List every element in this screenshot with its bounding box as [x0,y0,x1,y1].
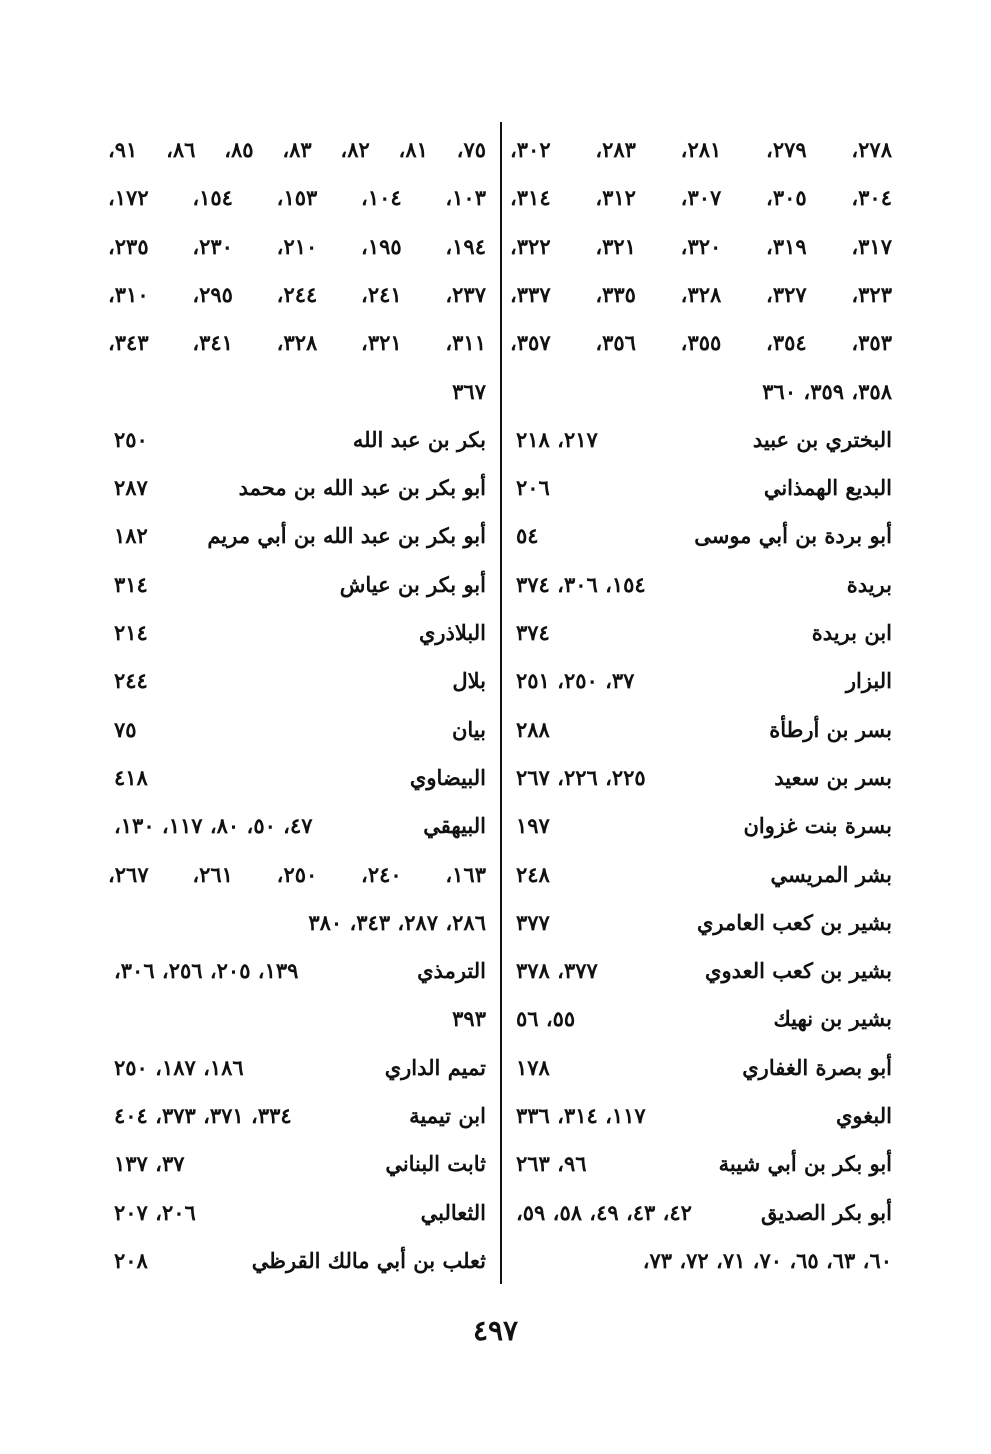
index-entry [510,609,892,657]
entry-name: البزار [845,668,892,694]
entry-name: الثعالبي [420,1199,486,1225]
index-continuation-line [510,271,892,319]
page-references: ١٩٧ [516,813,550,839]
entry-name: ابن تيمية [409,1103,486,1128]
page-references: ٣٧٧ [516,909,550,935]
index-entry [108,464,486,512]
page-references: ١٩٤، ١٩٥، ٢١٠، ٢٣٠، ٢٣٥، [108,233,486,259]
page-number: ٤٩٧ [472,1314,519,1347]
page-references: ٩٦، ٢٦٣ [516,1151,587,1177]
index-continuation-line [108,271,486,319]
index-entry [108,561,486,609]
index-continuation-line [510,319,892,367]
page-references: ٧٥ [114,716,137,742]
page-references: ٢٤٨ [516,861,550,887]
page-references: ٢٧٨، ٢٧٩، ٢٨١، ٢٨٣، ٣٠٢، [510,137,892,162]
entry-name: تميم الداري [384,1054,486,1080]
page-references: ٣٧، ١٣٧ [114,1151,185,1177]
index-entry [510,1140,892,1188]
page-references: ٢١٤ [114,620,148,645]
page-references: ٤٧، ٥٠، ٨٠، ١١٧، ١٣٠، [114,813,313,839]
index-continuation-line [108,319,486,367]
index-entry [108,1044,486,1092]
index-continuation-line [510,174,892,222]
index-entry [510,851,892,899]
page-references: ٢٨٨ [516,716,550,742]
page-references: ٦٠، ٦٣، ٦٥، ٧٠، ٧١، ٧٢، ٧٣، [642,1247,892,1273]
page-references: ٣٥٨، ٣٥٩، ٣٦٠ [762,378,892,404]
entry-name: البيضاوي [409,764,486,790]
index-continuation-line [510,368,892,416]
entry-name: أبو بصرة الغفاري [742,1054,892,1080]
entry-name: بشير بن نهيك [773,1006,892,1032]
index-continuation-line [510,223,892,271]
index-entry [108,609,486,657]
index-entry [108,512,486,560]
entry-name: البلاذري [418,620,486,645]
index-entry [108,416,486,464]
page-references: ٢٨٦، ٢٨٧، ٣٤٣، ٣٨٠ [308,909,486,935]
index-entry [510,802,892,850]
page-references: ٢١٧، ٢١٨ [516,426,598,452]
page-references: ٥٥، ٥٦ [516,1006,576,1032]
entry-name: أبو بكر بن عياش [339,571,486,597]
index-entry [108,1140,486,1188]
entry-name: أبو بردة بن أبي موسى [694,523,892,549]
index-entry [510,899,892,947]
page-references: ١٥٤، ٣٠٦، ٣٧٤ [516,571,646,597]
entry-name: بشير بن كعب العامري [696,909,892,935]
index-entry [510,1044,892,1092]
entry-name: بشير بن كعب العدوي [705,958,892,984]
index-entry [510,706,892,754]
index-entry [510,754,892,802]
index-entry [510,464,892,512]
page-references: ٣٧٤ [516,620,550,645]
index-entry [108,1092,486,1140]
entry-name: أبو بكر الصديق [760,1199,892,1225]
entry-name: أبو بكر بن أبي شيبة [718,1151,892,1177]
page-references: ٣٧٧، ٣٧٨ [516,958,598,984]
index-entry [510,561,892,609]
page-references: ٣١٧، ٣١٩، ٣٢٠، ٣٢١، ٣٢٢، [510,233,892,259]
entry-name: ثعلب بن أبي مالك القرظي [251,1247,486,1273]
index-continuation-line [108,995,486,1043]
page-references: ٣١٤ [114,571,148,597]
entry-name: ابن بريدة [811,620,892,645]
page-references: ٣٧، ٢٥٠، ٢٥١ [516,668,635,694]
entry-name: أبو بكر بن عبد الله بن محمد [238,475,486,501]
page-references: ٧٥، ٨١، ٨٢، ٨٣، ٨٥، ٨٦، ٩١، [108,137,486,162]
page-references: ٢٠٦، ٢٠٧ [114,1199,196,1225]
index-entry [108,754,486,802]
index-continuation-line [108,368,486,416]
entry-name: أبو بكر بن عبد الله بن أبي مريم [207,523,486,549]
entry-name: بكر بن عبد الله [352,426,486,452]
page-references: ١٣٩، ٢٠٥، ٢٥٦، ٣٠٦، [114,958,299,984]
index-continuation-line [108,126,486,174]
index-entry [108,802,486,850]
index-entry [108,657,486,705]
page-references: ٣٥٣، ٣٥٤، ٣٥٥، ٣٥٦، ٣٥٧، [510,330,892,356]
index-entry [108,1189,486,1237]
page-references: ٢٠٦ [516,475,550,501]
entry-name: ثابت البناني [385,1151,486,1177]
page-references: ٤١٨ [114,764,148,790]
page-references: ٣٠٤، ٣٠٥، ٣٠٧، ٣١٢، ٣١٤، [510,185,892,211]
page-references: ١٨٢ [114,523,148,549]
entry-name: البيهقي [423,813,486,839]
index-entry [510,416,892,464]
page-references: ٣٩٣ [452,1006,486,1032]
index-continuation-line [108,174,486,222]
page-references: ١١٧، ٣١٤، ٣٣٦ [516,1103,646,1128]
index-entry [108,1237,486,1285]
page-references: ٣٦٧ [452,378,486,404]
index-continuation-line [108,851,486,899]
page-references: ٢٠٨ [114,1247,148,1273]
page-references: ٤٢، ٤٣، ٤٩، ٥٨، ٥٩، [516,1199,692,1225]
index-continuation-line [510,1237,892,1285]
page-references: ١٨٦، ١٨٧، ٢٥٠ [114,1054,244,1080]
page-references: ٢٥٠ [114,426,148,452]
page-references: ٥٤ [516,523,539,549]
index-entry [510,1189,892,1237]
page-references: ٢٢٥، ٢٢٦، ٢٦٧ [516,764,646,790]
entry-name: الترمذي [417,958,486,984]
entry-name: بسرة بنت غزوان [743,813,892,839]
entry-name: بلال [452,668,486,694]
index-entry [510,512,892,560]
entry-name: بسر بن سعيد [774,764,892,790]
entry-name: البختري بن عبيد [752,426,892,452]
index-entry [108,947,486,995]
entry-name: البغوي [836,1103,892,1128]
page-references: ١٦٣، ٢٤٠، ٢٥٠، ٢٦١، ٢٦٧، [108,861,486,887]
index-entry [108,706,486,754]
entry-name: بشر المريسي [770,861,892,887]
page-references: ٢٨٧ [114,475,148,501]
index-continuation-line [510,126,892,174]
page-references: ٢٣٧، ٢٤١، ٢٤٤، ٢٩٥، ٣١٠، [108,281,486,307]
page-references: ١٠٣، ١٠٤، ١٥٣، ١٥٤، ١٧٢، [108,185,486,211]
page-references: ٣١١، ٣٢١، ٣٢٨، ٣٤١، ٣٤٣، [108,330,486,356]
entry-name: بسر بن أرطأة [769,716,892,742]
index-entry [510,657,892,705]
entry-name: بيان [451,716,486,742]
page-references: ٣٢٣، ٣٢٧، ٣٢٨، ٣٣٥، ٣٣٧، [510,281,892,307]
index-continuation-line [108,223,486,271]
page-references: ١٧٨ [516,1054,550,1080]
column-divider [500,122,502,1284]
index-entry [510,947,892,995]
index-continuation-line [108,899,486,947]
entry-name: بريدة [846,571,892,597]
page-references: ٣٣٤، ٣٧١، ٣٧٣، ٤٠٤ [114,1103,292,1128]
entry-name: البديع الهمذاني [763,475,892,501]
index-entry [510,1092,892,1140]
index-entry [510,995,892,1043]
page-references: ٢٤٤ [114,668,148,694]
